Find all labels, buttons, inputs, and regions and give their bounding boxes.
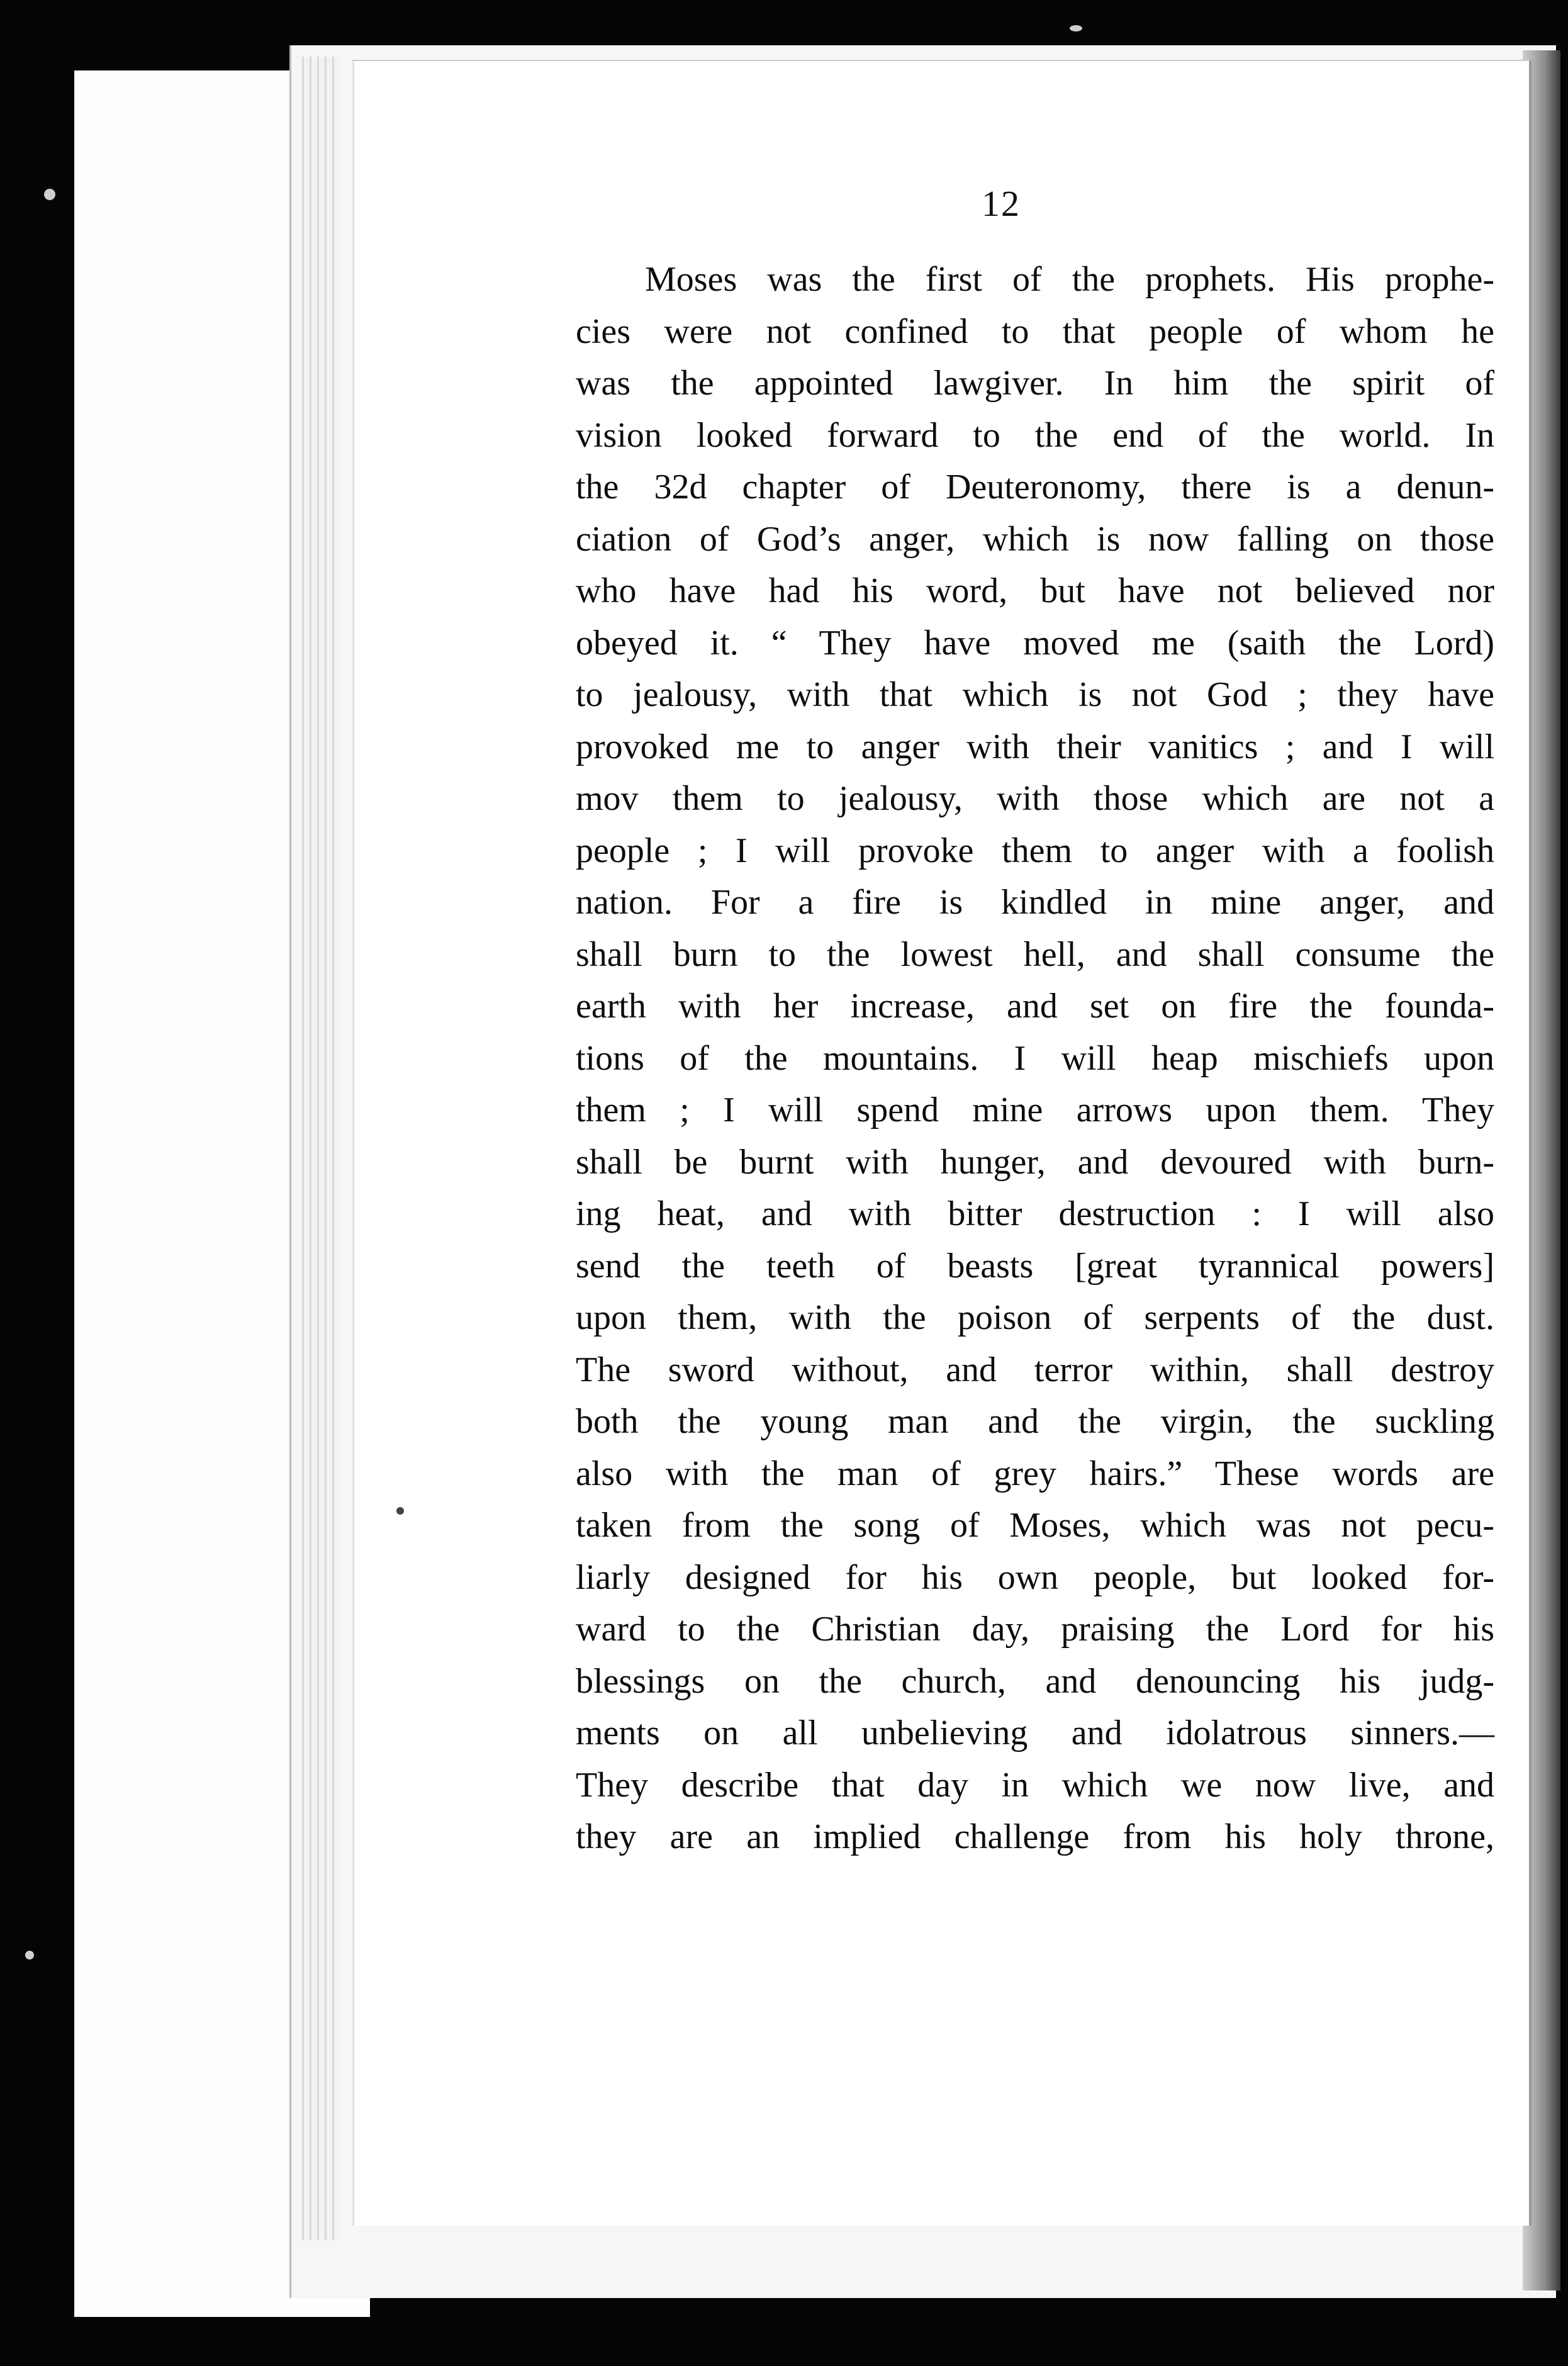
- text-line: they are an implied challenge from his holy throne,: [576, 1817, 1494, 1856]
- text-line: tions of the mountains. I will heap mischiefs upon: [576, 1038, 1494, 1078]
- ink-speck: [396, 1507, 404, 1515]
- text-line: Moses was the first of the prophets. His prophe-: [645, 260, 1494, 299]
- text-line: upon them, with the poison of serpents of the dust.: [576, 1298, 1494, 1337]
- text-line: them ; I will spend mine arrows upon them. They: [576, 1090, 1494, 1130]
- body-text: [576, 254, 1494, 1863]
- text-line: provoked me to anger with their vanitics ; and I will: [576, 727, 1494, 766]
- ink-speck: [1070, 25, 1082, 31]
- text-line: to jealousy, with that which is not God ; they have: [576, 675, 1494, 714]
- text-line: ing heat, and with bitter destruction : I will also: [576, 1194, 1494, 1233]
- text-line: earth with her increase, and set on fire the founda-: [576, 987, 1494, 1026]
- text-line: people ; I will provoke them to anger with a foolish: [576, 831, 1494, 870]
- text-line: the 32d chapter of Deuteronomy, there is a denun-: [576, 468, 1494, 507]
- text-line: cies were not confined to that people of whom he: [576, 311, 1494, 351]
- page-edge-lines: [302, 57, 340, 2240]
- text-line: The sword without, and terror within, shall destroy: [576, 1350, 1494, 1389]
- ink-speck: [44, 189, 55, 200]
- ink-speck: [25, 1951, 34, 1960]
- text-line: both the young man and the virgin, the suckling: [576, 1402, 1494, 1441]
- text-line: ments on all unbelieving and idolatrous sinners.—: [576, 1713, 1494, 1752]
- text-line: nation. For a fire is kindled in mine anger, and: [576, 883, 1494, 922]
- text-line: obeyed it. “ They have moved me (saith the Lord): [576, 623, 1494, 663]
- page-number: 12: [982, 183, 1021, 224]
- text-line: also with the man of grey hairs.” These words are: [576, 1454, 1494, 1493]
- text-line: mov them to jealousy, with those which are not a: [576, 779, 1494, 818]
- text-line: liarly designed for his own people, but looked for-: [576, 1557, 1494, 1597]
- text-line: who have had his word, but have not believed nor: [576, 571, 1494, 610]
- text-line: They describe that day in which we now live, and: [576, 1765, 1494, 1805]
- text-line: ciation of God’s anger, which is now falling on those: [576, 519, 1494, 559]
- text-line: send the teeth of beasts [great tyrannical powers]: [576, 1246, 1494, 1286]
- text-line: vision looked forward to the end of the world. In: [576, 415, 1494, 455]
- text-line: blessings on the church, and denouncing his judg-: [576, 1661, 1494, 1701]
- text-line: shall burn to the lowest hell, and shall consume the: [576, 934, 1494, 974]
- text-line: shall be burnt with hunger, and devoured with burn-: [576, 1142, 1494, 1182]
- text-line: taken from the song of Moses, which was not pecu-: [576, 1506, 1494, 1545]
- text-line: was the appointed lawgiver. In him the spirit of: [576, 364, 1494, 403]
- text-line: ward to the Christian day, praising the Lord for his: [576, 1610, 1494, 1649]
